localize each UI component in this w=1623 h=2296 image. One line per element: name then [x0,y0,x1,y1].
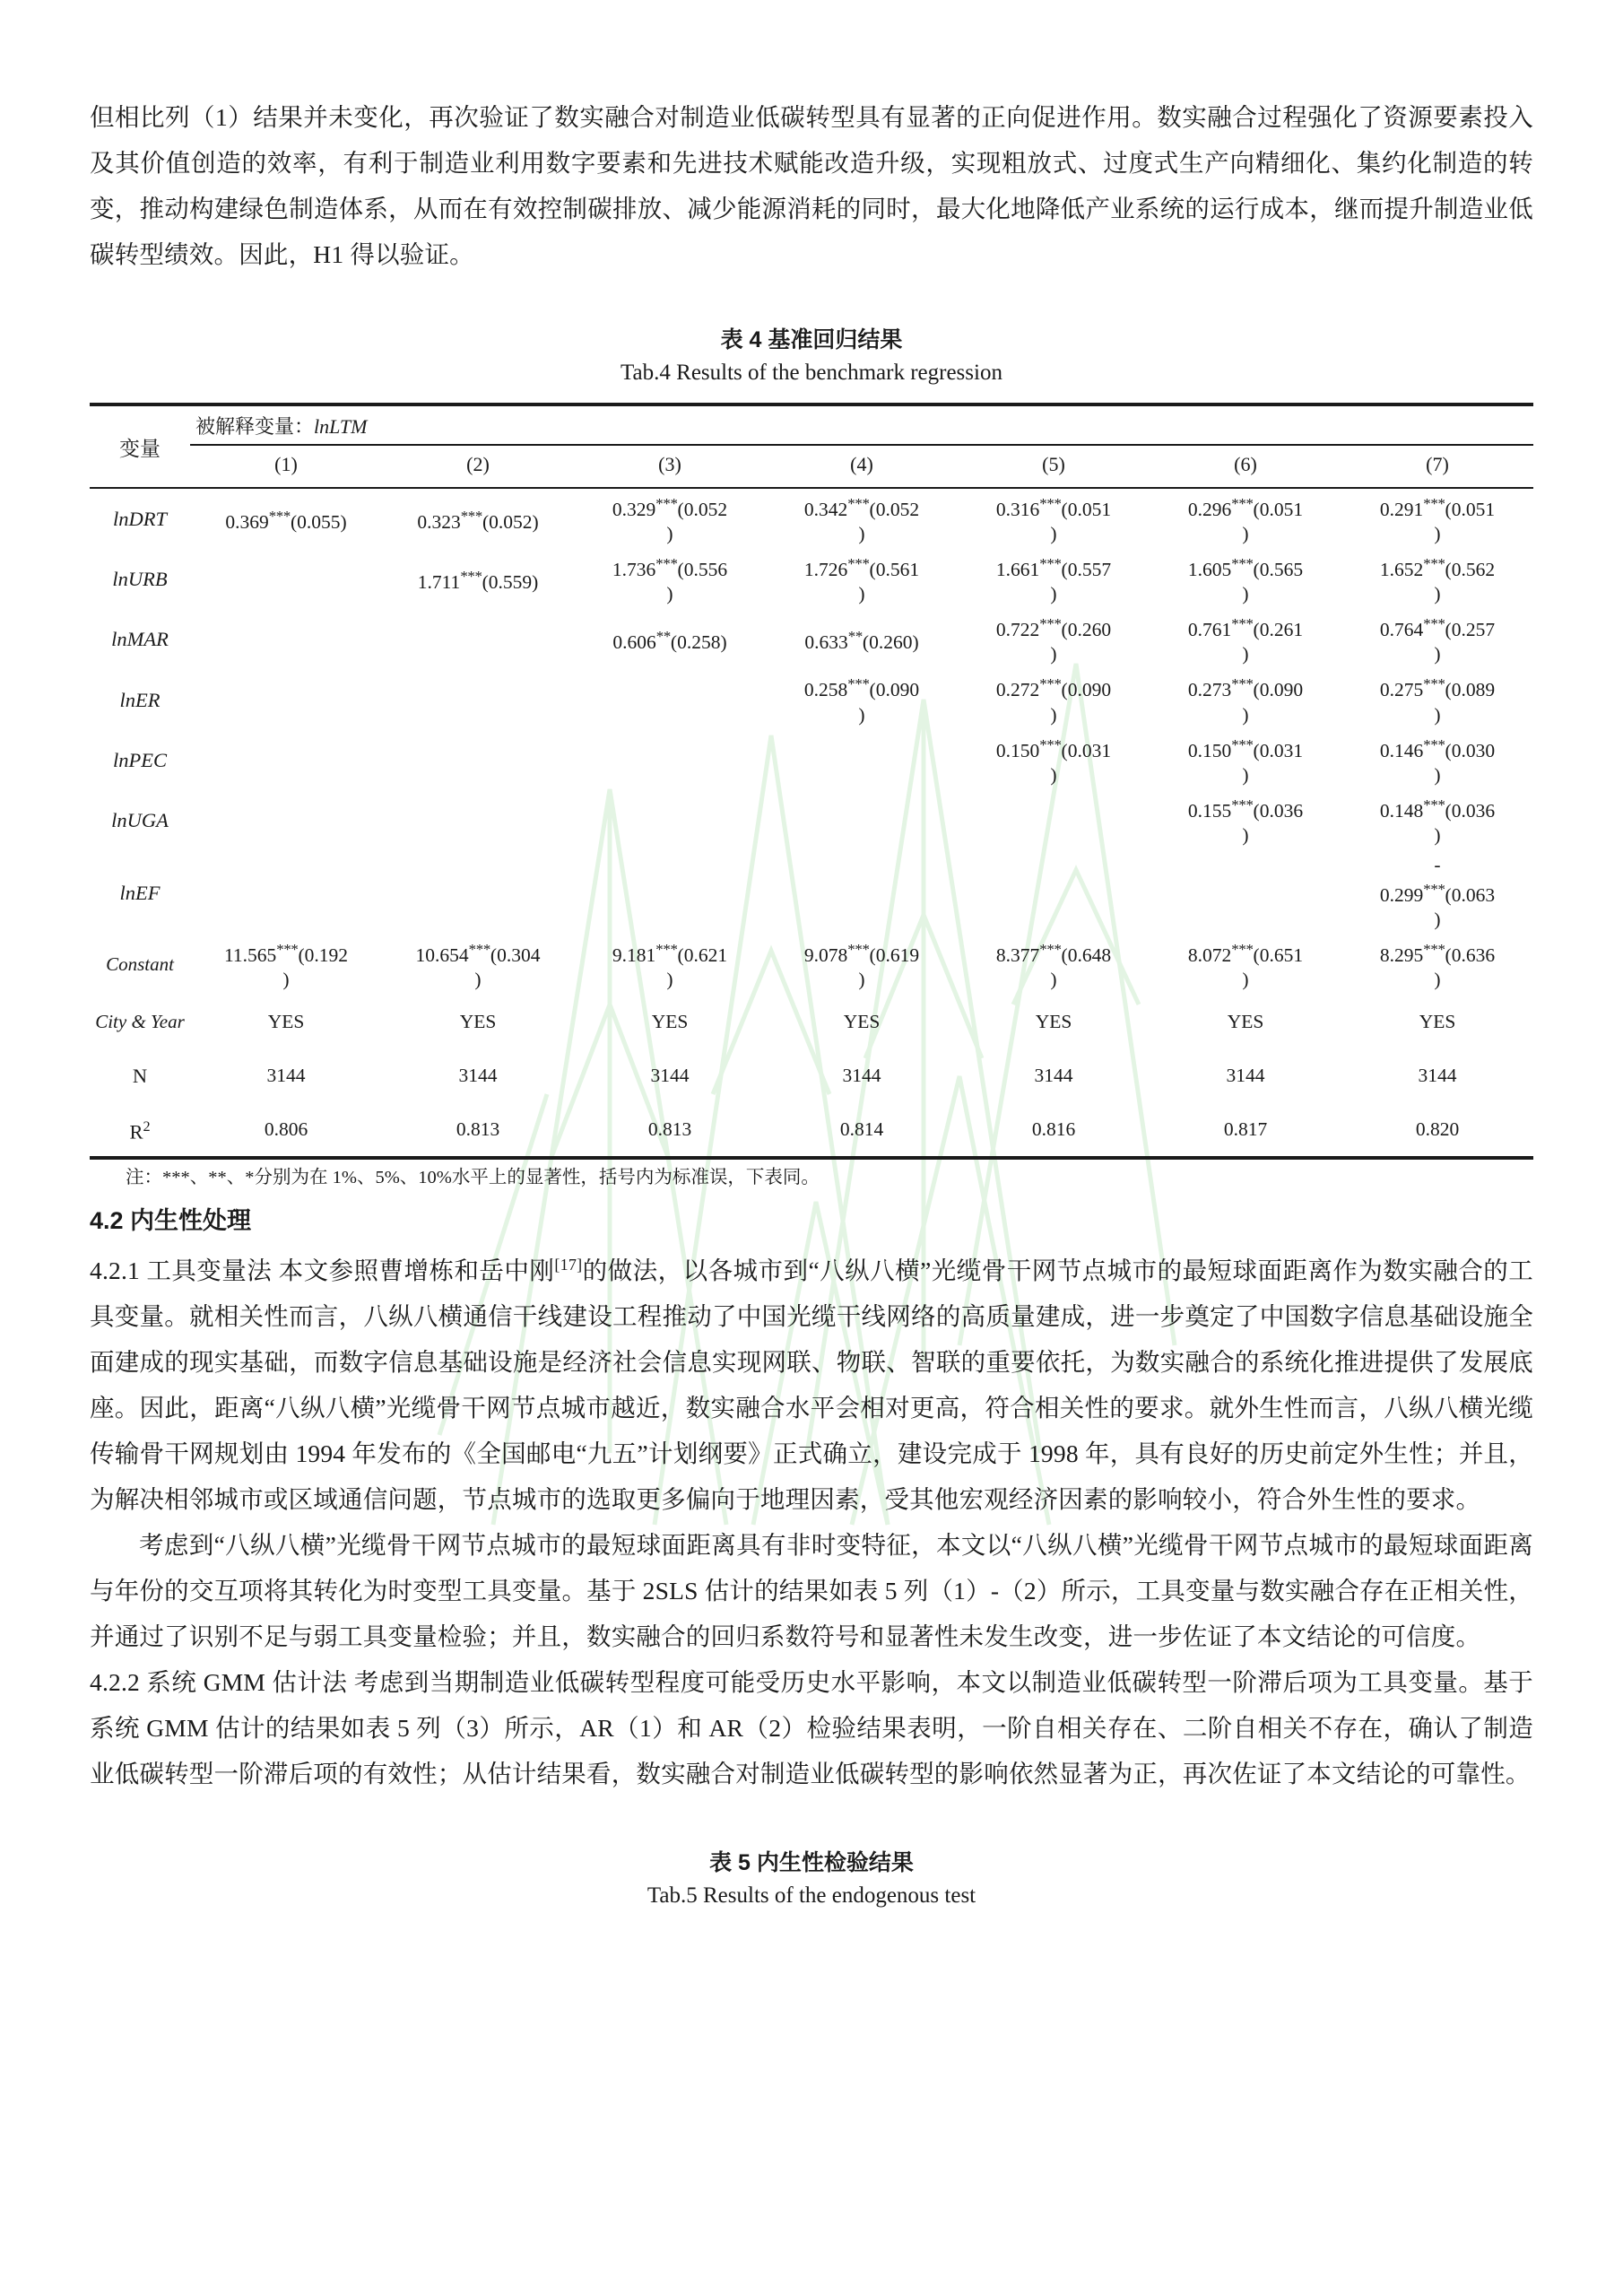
r2-3: 0.813 [647,1118,692,1140]
cell-lnmar-col5: 0.722***(0.260 ) [995,615,1112,665]
significance-stars: *** [847,555,870,573]
table-row-city-year [90,995,1533,1048]
row-label-n: N [132,1064,148,1087]
cell-lnurb-col1 [190,549,382,609]
col-header-7: (7) [1426,453,1449,475]
cell-lnef-col3 [574,850,766,935]
benchmark-regression-table [90,403,1533,1160]
cell-lnuga-col4 [766,790,958,850]
significance-stars: ** [847,627,863,645]
cell-lnpec-col7: 0.146***(0.030 ) [1379,735,1496,786]
significance-stars: *** [1039,495,1062,512]
cell-lnef-col6 [1150,850,1341,935]
cell-lnmar-col2 [382,609,574,669]
cell-lnpec-col6: 0.150***(0.031 ) [1187,735,1304,786]
cell-lndrt-col3: 0.329***(0.052 ) [612,495,728,545]
significance-stars: *** [655,941,678,959]
paragraph-421 [90,1242,1533,1522]
table4-column-header-row [90,445,1533,487]
cell-lnpec-col2 [382,730,574,790]
table5-caption [90,1847,1533,1913]
cell-lnef-col4 [766,850,958,935]
paragraph-2sls: 考虑到“八纵八横”光缆骨干网节点城市的最短球面距离具有非时变特征，本文以“八纵八横”光缆骨干网节点城市的最短球面距离与年份的交互项将其转化为时变型工具变量。基于 2SLS 估计的结果如表 5 列（1）-（2）所示，工具变量与数实融合存在正相关性，并通过了识别不足与弱工具变量检验；并且，数实融合的回归系数符号和显著性未发生改变，进一步佐证了本文结论的可信度。 [90,1531,1533,1651]
significance-stars: *** [1231,555,1254,573]
r2-7: 0.820 [1415,1118,1460,1140]
n-2: 3144 [458,1064,498,1086]
row-label-lnef: lnEF [119,881,161,904]
significance-stars: *** [1039,941,1062,959]
cell-constant-col7: 8.295***(0.636 ) [1379,941,1496,991]
row-label-lnuga: lnUGA [111,808,169,831]
table-row-lner [90,669,1533,729]
cell-lnuga-col5 [958,790,1150,850]
significance-stars: *** [655,555,678,573]
significance-stars: *** [1423,555,1445,573]
dependent-variable-header [190,406,1533,445]
significance-stars: *** [847,495,870,512]
significance-stars: *** [655,495,678,512]
significance-stars: *** [1231,495,1254,512]
cell-lnurb-col3: 1.736***(0.556 ) [612,555,728,605]
n-3: 3144 [650,1064,690,1086]
r2-exponent: 2 [143,1118,151,1135]
r2-4: 0.814 [839,1118,884,1140]
cell-constant-col6: 8.072***(0.651 ) [1187,941,1304,991]
col-header-6: (6) [1234,453,1257,475]
col-header-1: (1) [274,453,298,475]
significance-stars: *** [1039,555,1062,573]
city-year-5: YES [1035,1010,1072,1032]
significance-stars: *** [1231,735,1254,753]
col-header-3: (3) [658,453,681,475]
paragraph-422: 4.2.2 系统 GMM 估计法 考虑到当期制造业低碳转型程度可能受历史水平影响，本文以制造业低碳转型一阶滞后项为工具变量。基于系统 GMM 估计的结果如表 5 列（3）所示，AR（1）和 AR（2）检验结果表明，一阶自相关存在、二阶自相关不存在，确认了制造业低碳转型一阶滞后项的有效性；从估计结果看，数实融合对制造业低碳转型的影响依然显著为正，再次佐证了本文结论的可靠性。 [90,1668,1533,1788]
row-label-lner: lnER [119,688,161,711]
table-row-lnpec [90,730,1533,790]
r2-2: 0.813 [456,1118,500,1140]
significance-stars: *** [1231,675,1254,693]
r2-6: 0.817 [1223,1118,1268,1140]
cell-lner-col6: 0.273***(0.090 ) [1187,675,1304,726]
cell-lnef-col5 [958,850,1150,935]
row-label-lndrt: lnDRT [112,508,167,531]
significance-stars: *** [1423,675,1445,693]
n-5: 3144 [1034,1064,1073,1086]
table4-header-dependent-row [90,406,1533,445]
row-label-lnmar: lnMAR [111,628,169,651]
cell-lnmar-col6: 0.761***(0.261 ) [1187,615,1304,665]
significance-stars: *** [1423,735,1445,753]
city-year-6: YES [1227,1010,1264,1032]
cell-constant-col4: 9.078***(0.619 ) [803,941,920,991]
city-year-4: YES [843,1010,881,1032]
cell-lnpec-col1 [190,730,382,790]
cell-lnurb-col7: 1.652***(0.562 ) [1379,555,1496,605]
cell-lnuga-col3 [574,790,766,850]
col-header-5: (5) [1042,453,1065,475]
cell-lndrt-col7: 0.291***(0.051 ) [1379,495,1496,545]
cell-lner-col4: 0.258***(0.090 ) [803,675,920,726]
cell-lnuga-col6: 0.155***(0.036 ) [1187,796,1304,846]
significance-stars: *** [276,941,299,959]
significance-stars: *** [1231,615,1254,633]
cell-lnpec-col4 [766,730,958,790]
cell-lndrt-col4: 0.342***(0.052 ) [803,495,920,545]
cell-lnef-col1 [190,850,382,935]
table-row-lnurb [90,549,1533,609]
table-row-constant [90,935,1533,995]
row-label-lnpec: lnPEC [113,748,167,771]
significance-stars: *** [468,941,490,959]
cell-lnpec-col5: 0.150***(0.031 ) [995,735,1112,786]
significance-stars: *** [1039,675,1062,693]
table-bottom-rule [90,1156,1533,1158]
table5-caption-cn: 表 5 内生性检验结果 [709,1850,914,1876]
cell-lner-col1 [190,669,382,729]
significance-stars: *** [1423,880,1445,898]
cell-lnuga-col7: 0.148***(0.036 ) [1379,796,1496,846]
table-row-r2 [90,1102,1533,1156]
r2-5: 0.816 [1031,1118,1076,1140]
table-row-lnmar [90,609,1533,669]
city-year-7: YES [1419,1010,1456,1032]
cell-lnurb-col5: 1.661***(0.557 ) [995,555,1112,605]
variable-column-header: 变量 [119,437,161,460]
n-6: 3144 [1226,1064,1265,1086]
cell-lnurb-col6: 1.605***(0.565 ) [1187,555,1304,605]
table4-caption-en: Tab.4 Results of the benchmark regression [621,361,1002,385]
cell-lnmar-col4: 0.633**(0.260) [804,627,919,653]
cell-lnuga-col2 [382,790,574,850]
intro-paragraph: 但相比列（1）结果并未变化，再次验证了数实融合对制造业低碳转型具有显著的正向促进作用。数实融合过程强化了资源要素投入及其价值创造的效率，有利于制造业利用数字要素和先进技术赋能改造升级，实现粗放式、过度式生产向精细化、集约化制造的转变，推动构建绿色制造体系，从而在有效控制碳排放、减少能源消耗的同时，最大化地降低产业系统的运行成本，继而提升制造业低碳转型绩效。因此，H1 得以验证。 [90,103,1533,268]
table4-note: 注：***、**、*分别为在 1%、5%、10%水平上的显著性，括号内为标准误，下表同。 [126,1168,820,1188]
significance-stars: *** [1231,941,1254,959]
table-row-lnuga [90,790,1533,850]
city-year-2: YES [459,1010,497,1032]
row-label-constant: Constant [106,953,174,976]
cell-constant-col3: 9.181***(0.621 ) [612,941,728,991]
n-1: 3144 [266,1064,306,1086]
cell-lnmar-col1 [190,609,382,669]
cell-lnmar-col7: 0.764***(0.257 ) [1379,615,1496,665]
cell-lnmar-col3: 0.606**(0.258) [612,627,727,653]
cell-constant-col5: 8.377***(0.648 ) [995,941,1112,991]
cell-lner-col5: 0.272***(0.090 ) [995,675,1112,726]
table-row-lnef [90,850,1533,935]
row-label-r2 [90,1102,190,1156]
n-4: 3144 [842,1064,881,1086]
cell-lndrt-col1: 0.369***(0.055) [225,507,347,533]
significance-stars: *** [1423,615,1445,633]
cell-constant-col2: 10.654***(0.304 ) [415,941,541,991]
cell-lnpec-col3 [574,730,766,790]
significance-stars: *** [460,507,482,525]
paragraph-421-text: 4.2.1 工具变量法 本文参照曹增栋和岳中刚[17]的做法，以各城市到“八纵八横”光缆骨干网节点城市的最短球面距离作为数实融合的工具变量。就相关性而言，八纵八横通信干线建设工程推动了中国光缆干线网络的高质量建成，进一步奠定了中国数字信息基础设施全面建成的现实基础，而数字信息基础设施是经济社会信息实现网联、物联、智联的重要依托，为数实融合的系统化推进提供了发展底座。因此，距离“八纵八横”光缆骨干网节点城市越近，数实融合水平会相对更高，符合相关性的要求。就外生性而言，八纵八横光缆传输骨干网规划由 1994 年发布的《全国邮电“九五”计划纲要》正式确立，建设完成于 1998 年，具有良好的历史前定外生性；并且，为解决相邻城市或区域通信问题，节点城市的选取更多偏向于地理因素，受其他宏观经济因素的影响较小，符合外生性的要求。 [90,1256,1533,1514]
section-heading-42: 4.2 内生性处理 [90,1207,252,1235]
table-row-lndrt [90,488,1533,549]
r2-letter: R [129,1120,143,1144]
city-year-3: YES [651,1010,689,1032]
significance-stars: *** [1231,796,1254,813]
dependent-variable-name: lnLTM [314,414,368,438]
significance-stars: *** [1423,796,1445,813]
cell-lner-col2 [382,669,574,729]
r2-1: 0.806 [264,1118,308,1140]
cell-lndrt-col5: 0.316***(0.051 ) [995,495,1112,545]
cell-constant-col1: 11.565***(0.192 ) [223,941,349,991]
table-row-n [90,1048,1533,1102]
city-year-1: YES [267,1010,305,1032]
table4-caption-cn: 表 4 基准回归结果 [720,327,903,352]
cell-lndrt-col2: 0.323***(0.052) [417,507,539,533]
cell-lnuga-col1 [190,790,382,850]
significance-stars: *** [268,507,291,525]
citation-reference[interactable]: [17] [554,1256,583,1274]
row-label-city-year: City & Year [95,1010,185,1032]
dependent-variable-label: 被解释变量： [195,414,315,438]
cell-lndrt-col6: 0.296***(0.051 ) [1187,495,1304,545]
table5-caption-en: Tab.5 Results of the endogenous test [647,1883,976,1909]
cell-lnef-col7: - 0.299***(0.063 ) [1379,853,1496,931]
significance-stars: *** [460,567,482,585]
significance-stars: *** [1039,615,1062,633]
cell-lner-col7: 0.275***(0.089 ) [1379,675,1496,726]
n-7: 3144 [1418,1064,1457,1086]
col-header-2: (2) [466,453,490,475]
significance-stars: *** [847,941,870,959]
significance-stars: *** [1039,735,1062,753]
cell-lnef-col2 [382,850,574,935]
significance-stars: ** [655,627,671,645]
significance-stars: *** [1423,495,1445,512]
significance-stars: *** [847,675,870,693]
cell-lner-col3 [574,669,766,729]
col-header-4: (4) [850,453,873,475]
cell-lnurb-col2: 1.711***(0.559) [417,567,539,593]
cell-lnurb-col4: 1.726***(0.561 ) [803,555,920,605]
significance-stars: *** [1423,941,1445,959]
row-label-lnurb: lnURB [112,568,168,591]
table4-caption [90,324,1533,390]
